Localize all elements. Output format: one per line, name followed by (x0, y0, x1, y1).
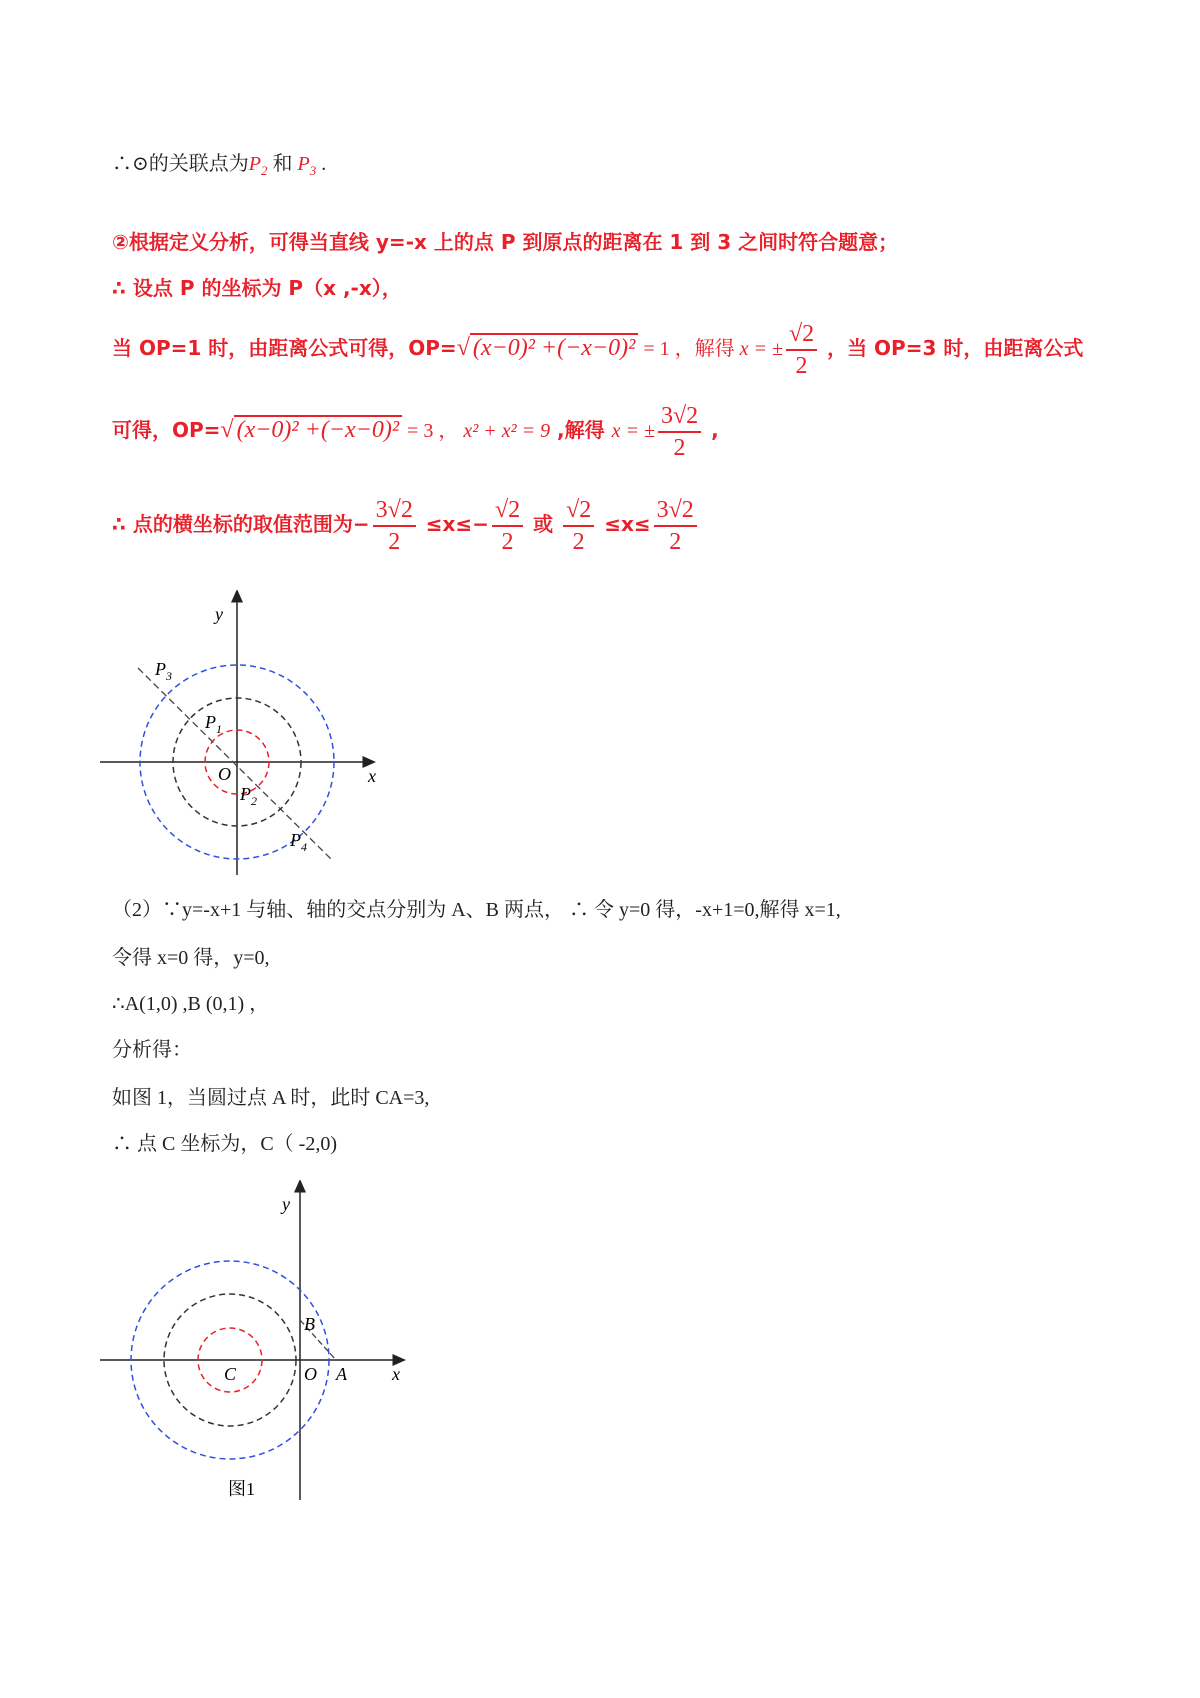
line-let-x-zero: 令得 x=0 得，y=0, (112, 947, 270, 969)
figure-caption: 图1 (228, 1479, 255, 1499)
text-segment: ∴ 点的横坐标的取值范围为− (112, 512, 370, 536)
text-segment: ∴⊙的关联点为 (112, 153, 249, 175)
x-axis-label: x (392, 1364, 400, 1384)
fraction: $\frac{3√2}{2}$ (654, 495, 697, 557)
p3-symbol: $P_3$ (297, 153, 317, 178)
line-analysis: 分析得： (112, 1039, 192, 1061)
x-axis-label: x (368, 766, 376, 786)
label-b: B (304, 1314, 315, 1334)
text-segment: . (316, 153, 327, 175)
label-a: A (336, 1364, 347, 1384)
line-associated-points (112, 150, 326, 185)
y-axis-label: y (282, 1194, 290, 1214)
fraction: $\frac{√2}{2}$ (563, 495, 594, 557)
line-part2-intersections: （2）∵y=-x+1 与轴、轴的交点分别为 A、B 两点， ∴ 令 y=0 得，-x+1=0,解得 x=1, (112, 899, 841, 921)
label-p3: $P_3$ (155, 659, 172, 683)
line-point-c: ∴ 点 C 坐标为，C（ -2,0) (112, 1133, 337, 1155)
fraction: $\frac{√2}{2}$ (492, 495, 523, 557)
origin-label: O (304, 1364, 317, 1384)
line-definition-analysis: ②根据定义分析，可得当直线 y=-x 上的点 P 到原点的距离在 1 到 3 之间时符合题意； (112, 230, 899, 254)
origin-label: O (218, 764, 231, 784)
fraction: $\frac{3√2}{2}$ (373, 495, 416, 557)
line-op-equals-3 (112, 400, 719, 460)
line-set-point-p: ∴ 设点 P 的坐标为 P（x ,-x）， (112, 276, 402, 300)
line-y-neg-x (138, 668, 332, 860)
line-op-equals-1 (112, 318, 1083, 378)
label-p2: $P_2$ (240, 784, 257, 808)
text-segment: = 1 ，解得 (638, 338, 740, 360)
fraction-3root2-over-2: $\frac{3√2}{2}$ (658, 401, 701, 463)
line-points-a-b: ∴A(1,0) ,B (0,1) ， (112, 993, 270, 1015)
label-c: C (224, 1364, 237, 1384)
distance-formula-1: √ (x−0)² +(−x−0)² (457, 333, 639, 361)
text-segment: 当 OP=1 时，由距离公式可得，OP= (112, 336, 457, 360)
label-p1: $P_1$ (205, 712, 222, 736)
label-p4: $P_4$ (290, 830, 307, 854)
line-figure1-ca: 如图 1，当圆过点 A 时，此时 CA=3, (112, 1087, 430, 1109)
text-segment: 可得，OP= (112, 418, 221, 442)
figure-1-circle-through-a (100, 1180, 420, 1510)
distance-formula-3: √ (x−0)² +(−x−0)² (220, 415, 402, 443)
p2-symbol: $P_2$ (248, 153, 268, 178)
text-segment: ≤x≤ (597, 512, 651, 536)
text-segment: x = ± (611, 420, 655, 442)
text-segment: ，当 OP=3 时，由距离公式 (820, 336, 1084, 360)
equation-segment: x² + x² = 9 (463, 420, 551, 442)
text-segment: x = ± (739, 338, 783, 360)
text-segment: 和 (267, 153, 298, 175)
text-segment: , (704, 418, 719, 442)
fraction-root2-over-2: $\frac{√2}{2}$ (786, 319, 817, 381)
text-segment: ,解得 (550, 418, 612, 442)
text-segment: ≤x≤− (418, 512, 489, 536)
text-segment: = 3 ， (402, 420, 464, 442)
text-segment: 或 (526, 512, 561, 536)
line-range-of-x (112, 494, 700, 554)
figure-concentric-circles-line (100, 590, 390, 880)
y-axis-label: y (215, 604, 223, 624)
